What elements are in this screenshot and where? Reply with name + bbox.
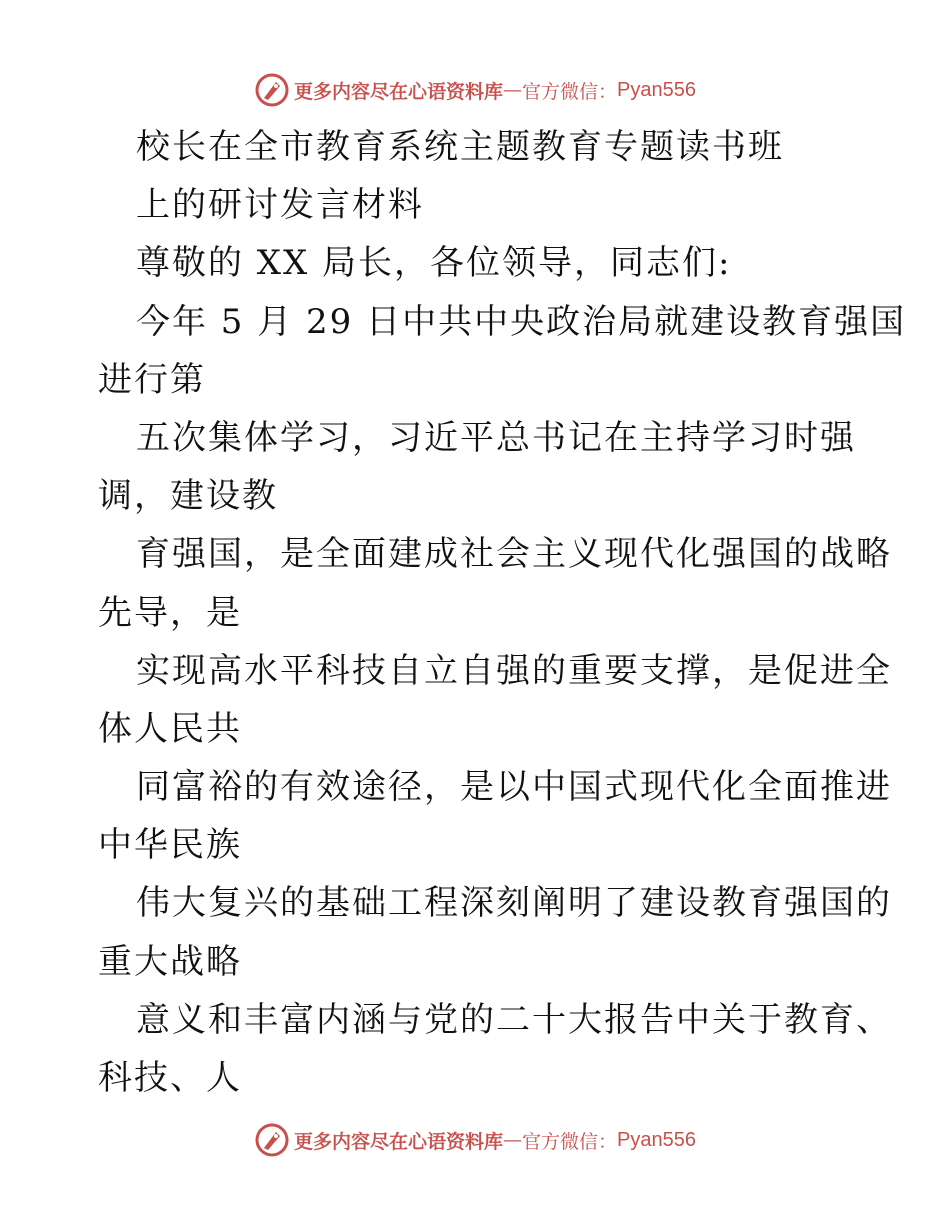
banner-wechat-id: Pyan556	[617, 1128, 696, 1151]
text-line: 实现高水平科技自立自强的重要支撑，是促进全	[136, 650, 892, 691]
pen-nib-logo-icon	[254, 72, 290, 108]
text-line: 校长在全市教育系统主题教育专题读书班	[136, 127, 784, 167]
text-line: 育强国，是全面建成社会主义现代化强国的战略	[136, 534, 892, 575]
document-body	[98, 118, 907, 1107]
banner-separator: —	[503, 79, 523, 101]
text-line: 中华民族	[98, 825, 242, 866]
text-line: 今年 5 月 29 日中共中央政治局就建设教育强国	[136, 301, 907, 342]
text-line: 上的研讨发言材料	[136, 185, 424, 226]
header-banner	[0, 70, 950, 110]
text-line: 意义和丰富内涵与党的二十大报告中关于教育、	[136, 999, 892, 1040]
text-line: 科技、人	[98, 1058, 242, 1098]
text-line: 五次集体学习，习近平总书记在主持学习时强	[136, 417, 856, 458]
text-line: 体人民共	[98, 708, 242, 749]
banner-separator: —	[503, 1129, 523, 1151]
banner-wechat-id: Pyan556	[617, 78, 696, 101]
text-line: 伟大复兴的基础工程深刻阐明了建设教育强国的	[136, 883, 892, 924]
text-line: 重大战略	[98, 941, 242, 982]
banner-wechat-label: 官方微信：	[522, 1130, 618, 1153]
text-line: 调，建设教	[98, 476, 278, 517]
text-line: 进行第	[98, 359, 206, 400]
text-line: 同富裕的有效途径，是以中国式现代化全面推进	[136, 767, 892, 808]
banner-text: 更多内容尽在心语资料库	[294, 1130, 504, 1153]
footer-banner	[0, 1120, 950, 1160]
banner-wechat-label: 官方微信：	[522, 80, 618, 103]
text-line: 先导，是	[98, 592, 242, 633]
pen-nib-logo-icon	[254, 1122, 290, 1158]
text-line: 尊敬的 XX 局长，各位领导，同志们:	[136, 243, 732, 284]
banner-text: 更多内容尽在心语资料库	[294, 80, 504, 103]
